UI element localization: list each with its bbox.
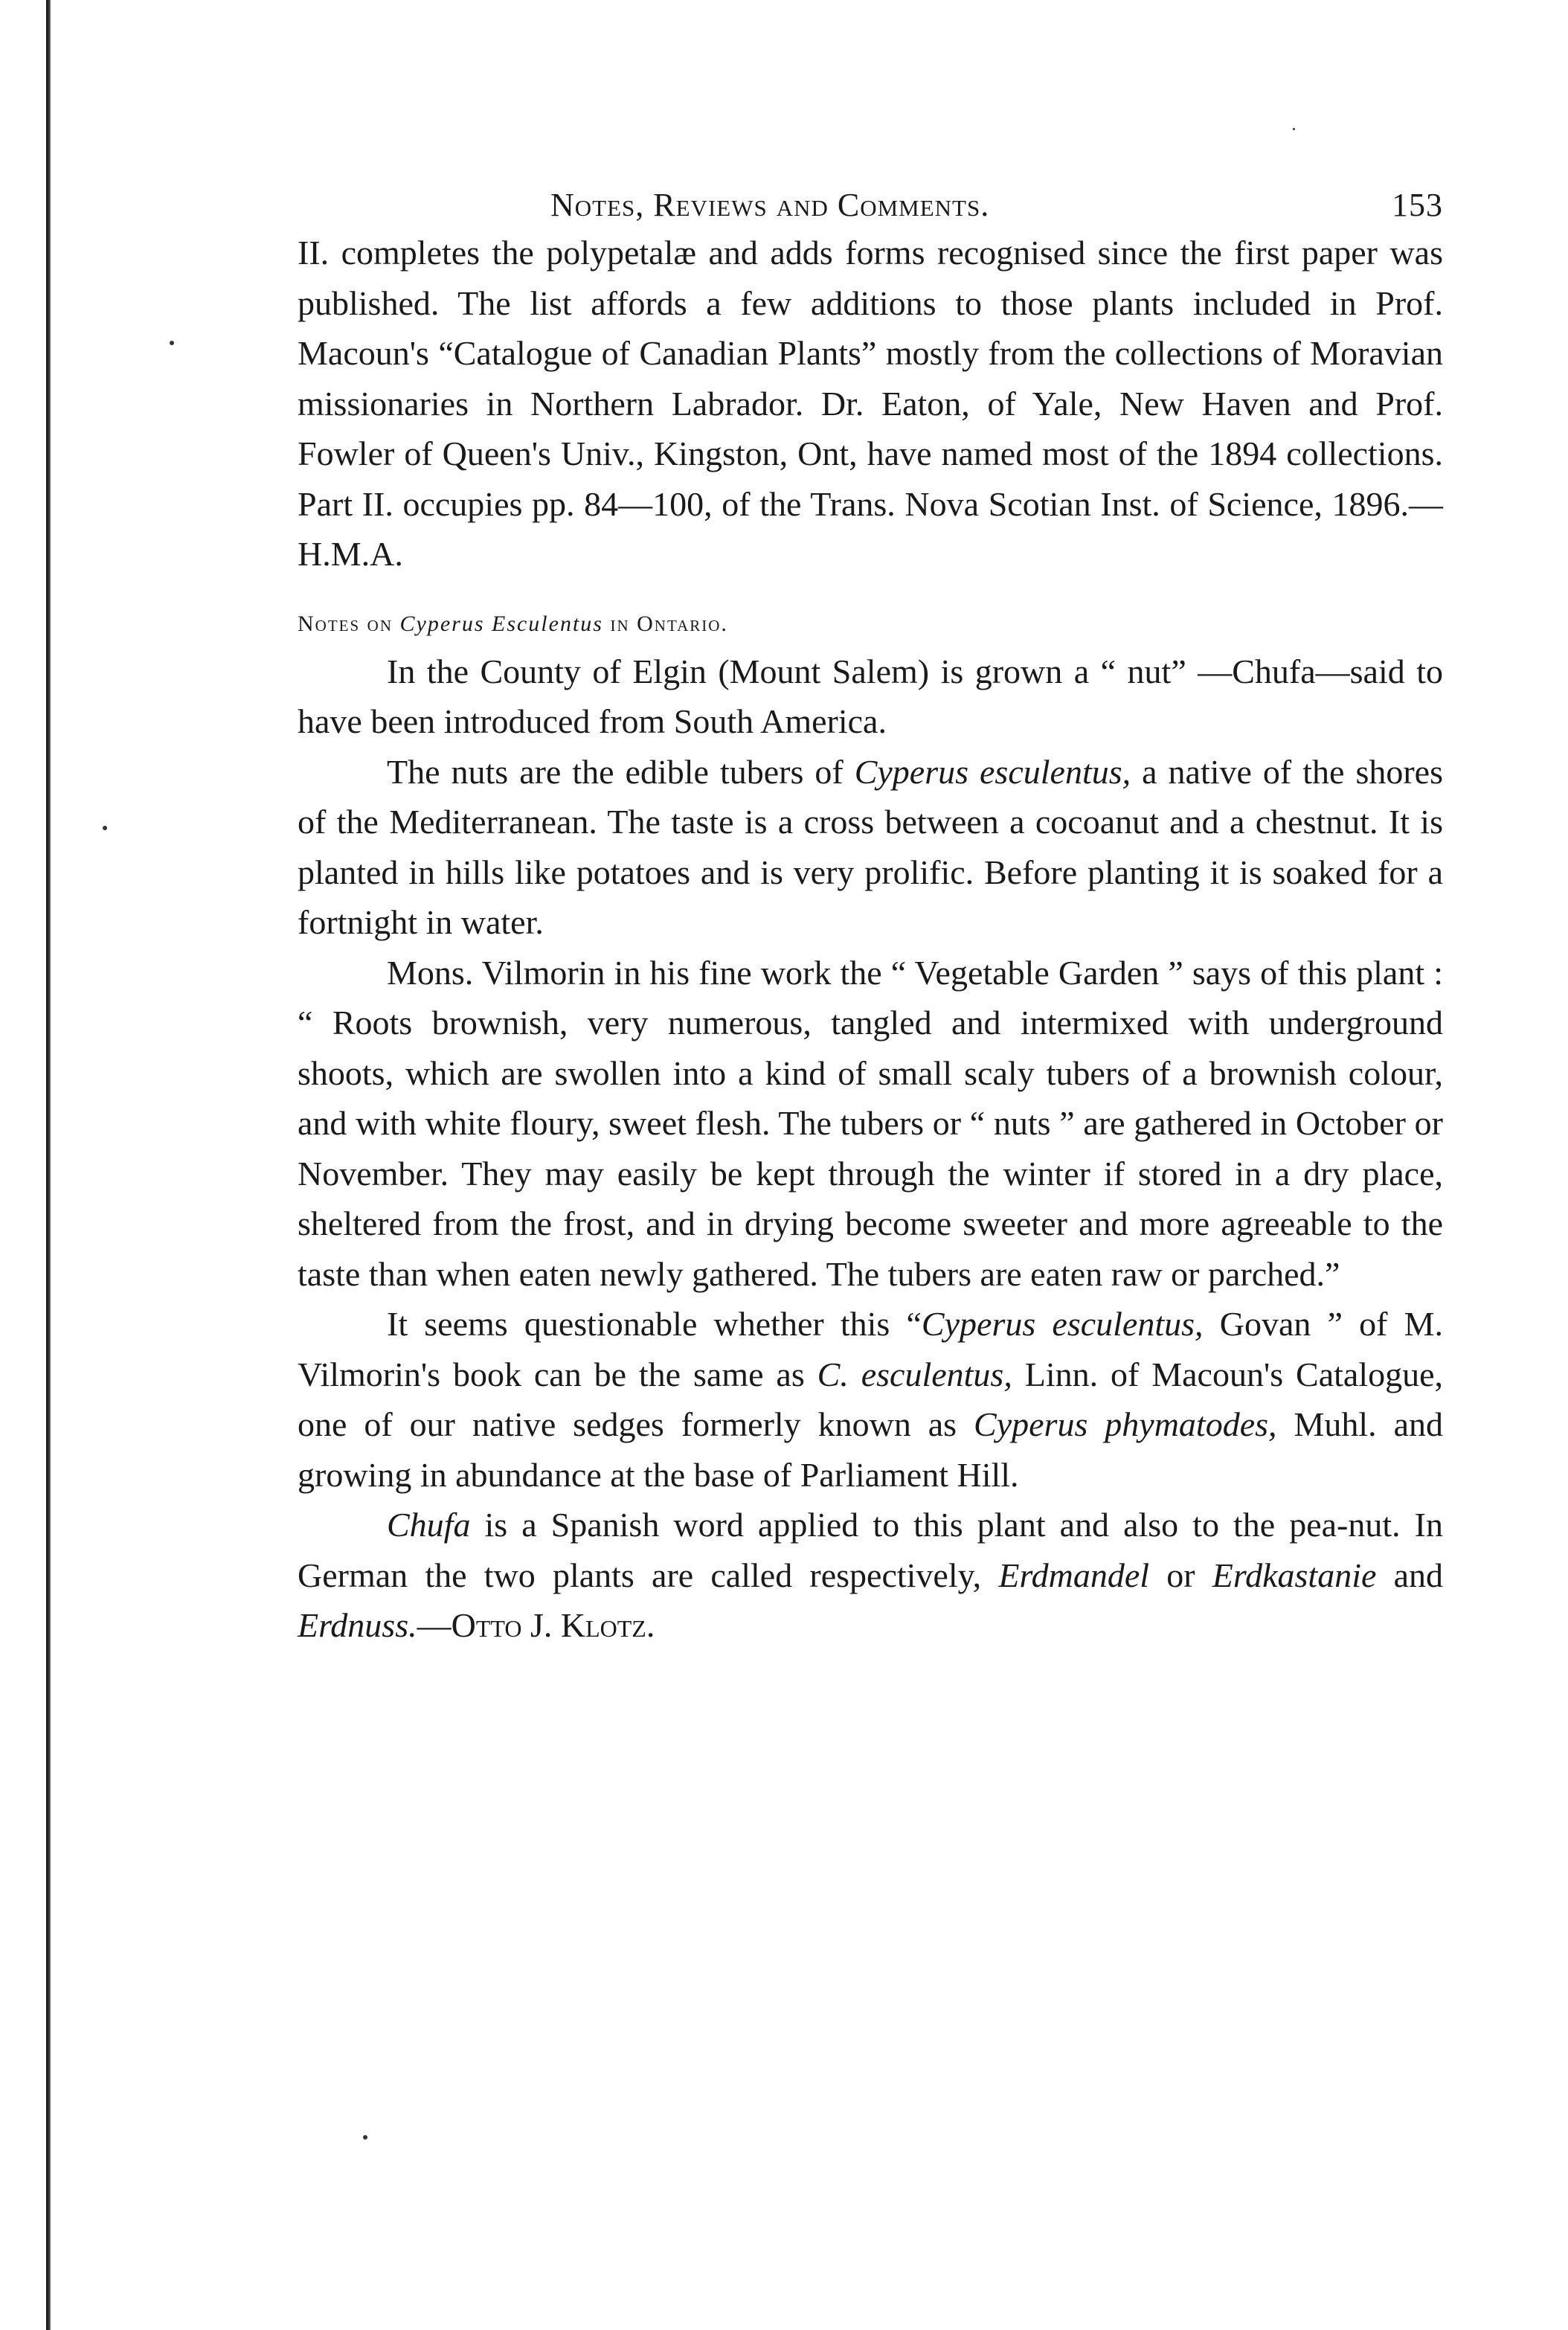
word-erdmandel: Erdmandel — [998, 1556, 1150, 1594]
paragraph-tubers — [298, 747, 1443, 948]
running-title: Notes, Reviews and Comments. — [550, 187, 990, 223]
scan-speck — [170, 341, 174, 345]
scan-speck — [363, 2135, 367, 2140]
word-erdkastanie: Erdkastanie — [1212, 1556, 1377, 1594]
paragraph-chufa — [298, 1500, 1443, 1651]
species-name: Cyperus esculentus, — [854, 752, 1131, 791]
paragraph-questionable — [298, 1299, 1443, 1500]
paragraph-questionable-part-1: It seems questionable whether this “ — [387, 1305, 922, 1343]
word-chufa: Chufa — [387, 1506, 471, 1544]
scan-speck — [1293, 128, 1295, 130]
page-number: 153 — [1392, 187, 1443, 223]
section-heading-suffix: in Ontario. — [610, 611, 728, 636]
scan-speck — [103, 826, 107, 830]
paragraph-vilmorin: Mons. Vilmorin in his fine work the “ Vegetable Garden ” says of this plant : “ Roots brownish, very numerous, tangled and intermixed with underground shoots, which are swollen into a kind of small scaly tubers of a brownish colour, and with white floury, sweet flesh. The tubers or “ nuts ” are gathered in October or November. They may easily be kept through the winter if stored in a dry place, sheltered from the frost, and in drying become sweeter and more agreeable to the taste than when eaten newly gathered. The tubers are eaten raw or parched.” — [298, 953, 1443, 1293]
section-heading-prefix: Notes on — [298, 611, 393, 636]
article-body — [298, 228, 1443, 1651]
paragraph-tubers-rest: a native of the shores of the Mediterranean. The taste is a cross between a cocoanut and a chestnut. It is planted in hills like potatoes and is very prolific. Before planting it is soaked for a fortnight in water. — [298, 752, 1443, 941]
paragraph-continuation: II. completes the polypetalæ and adds forms recognised since the first paper was published. The list affords a few additions to those plants included in Prof. Macoun's “Catalogue of Canadian Plants” mostly from the collections of Moravian missionaries in Northern Labrador. Dr. Eaton, of Yale, New Haven and Prof. Fowler of Queen's Univ., Kingston, Ont, have named most of the 1894 collections. Part II. occupies pp. 84—100, of the Trans. Nova Scotian Inst. of Science, 1896.—H.M.A. — [298, 234, 1443, 573]
paragraph-tubers-lead: The nuts are the edible tubers of — [387, 752, 844, 791]
paragraph-questionable-part-2: Govan ” of M. Vilmorin's book can be the same as — [298, 1305, 1444, 1393]
page-content — [298, 186, 1443, 1651]
paragraph-chufa-part-1: is a Spanish word applied to this plant and also to the pea-nut. In German the two plants are called respectively, — [298, 1506, 1443, 1594]
running-head — [298, 186, 1443, 228]
conjunction-or: or — [1166, 1556, 1195, 1594]
paragraph-questionable-part-3: Linn. of Macoun's Catalogue, one of our native sedges formerly known as — [298, 1355, 1444, 1443]
word-erdnuss: Erdnuss. — [298, 1606, 417, 1644]
section-heading-species: Cyperus Esculentus — [399, 611, 603, 636]
species-name: C. esculentus, — [817, 1355, 1012, 1393]
species-name: Cyperus phymatodes, — [974, 1405, 1277, 1443]
scan-binding-edge — [46, 0, 51, 2330]
conjunction-and: and — [1393, 1556, 1444, 1594]
section-heading — [298, 609, 1443, 639]
paragraph-elgin: In the County of Elgin (Mount Salem) is grown a “ nut” —Chufa—said to have been introduced from South America. — [298, 652, 1443, 740]
paragraph-questionable-part-4: Muhl. and growing in abundance at the base of Parliament Hill. — [298, 1405, 1444, 1494]
species-name: Cyperus esculentus, — [921, 1305, 1204, 1343]
author-signature: —Otto J. Klotz. — [417, 1606, 655, 1644]
